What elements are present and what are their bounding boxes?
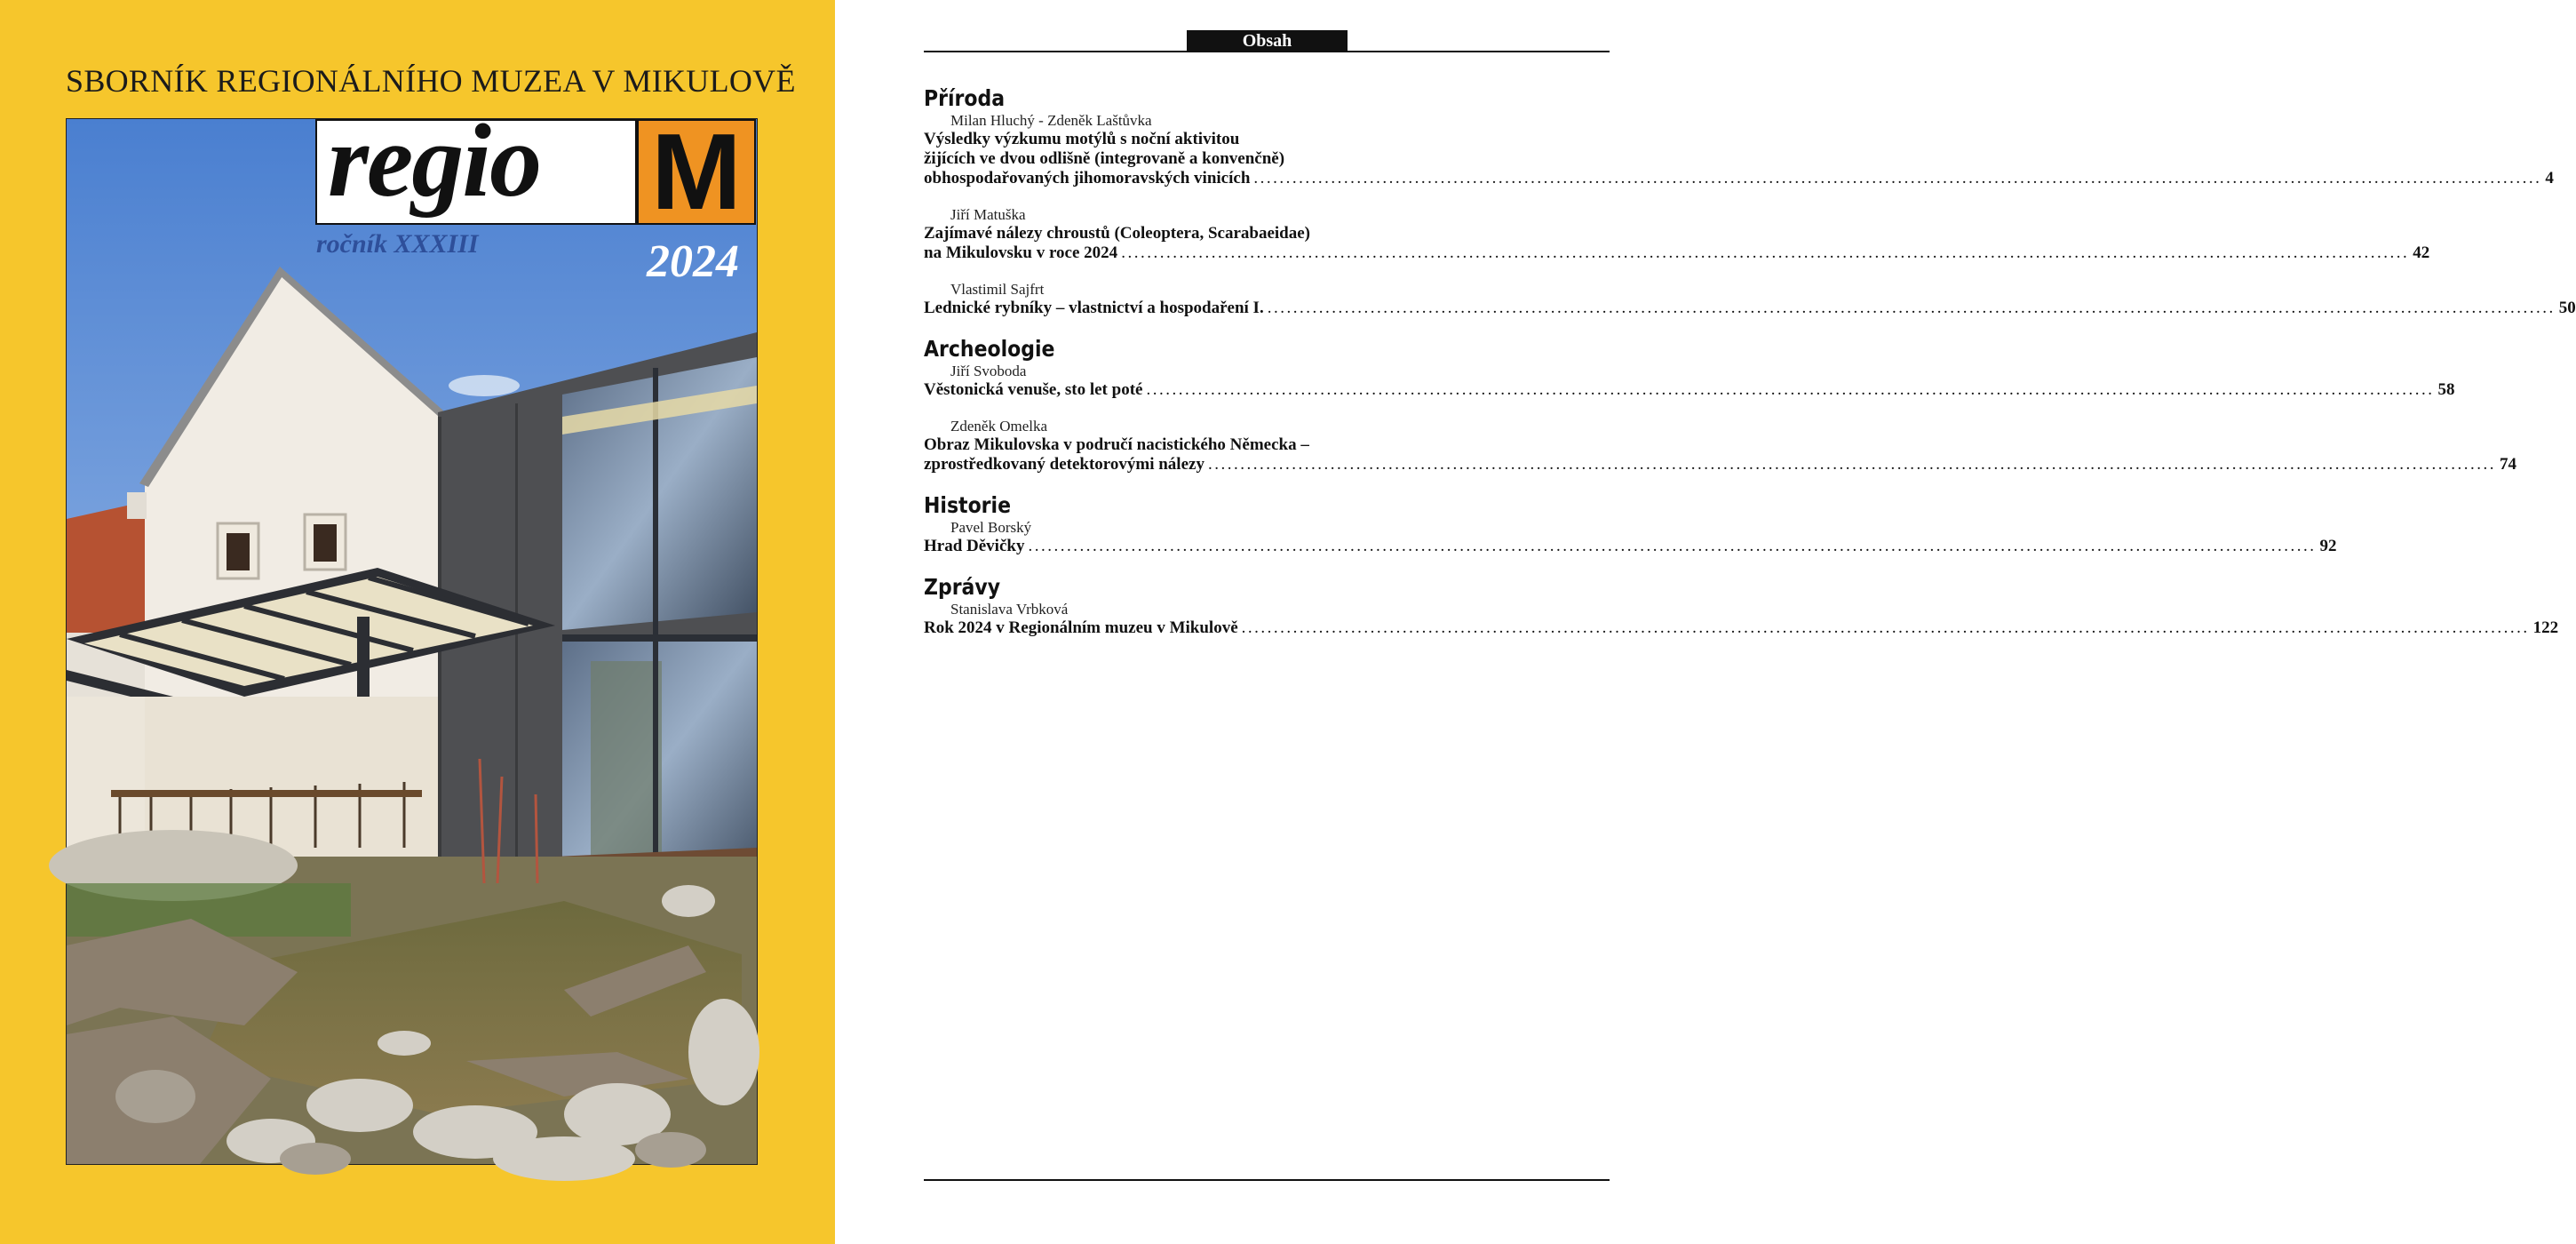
dot-leader: ........................................................................................................................................................................................................ <box>1241 618 2530 637</box>
section-title: Archeologie <box>924 336 1055 362</box>
section-title: Historie <box>924 492 1011 518</box>
entry-title-line: žijících ve dvou odlišně (integrovaně a konvenčně) <box>924 149 1285 168</box>
magazine-cover <box>0 0 835 1244</box>
toc-entry[interactable] <box>924 363 2455 400</box>
top-rule <box>924 51 1610 52</box>
entry-author: Milan Hluchý - Zdeněk Laštůvka <box>950 112 1152 129</box>
entry-title-text: zprostředkovaný detektorovými nálezy <box>924 455 1205 474</box>
contents-page <box>835 0 2576 1244</box>
dot-leader: ........................................................................................................................................................................................................ <box>1146 380 2435 399</box>
entry-title-final-line <box>924 455 2516 474</box>
entry-title-line: Zajímavé nálezy chroustů (Coleoptera, Scarabaeidae) <box>924 224 1311 243</box>
dot-leader: ........................................................................................................................................................................................................ <box>1267 299 2556 317</box>
page-number: 42 <box>2413 243 2430 262</box>
entry-author: Pavel Borský <box>950 519 1032 536</box>
section-title: Příroda <box>924 85 1006 111</box>
contents-list <box>924 85 2576 656</box>
year-label: 2024 <box>647 236 739 287</box>
entry-title-text: Rok 2024 v Regionálním muzeu v Mikulově <box>924 618 1238 637</box>
volume-label: ročník XXXIII <box>316 229 479 259</box>
logo-letter: M <box>651 111 742 232</box>
entry-title-text: obhospodařovaných jihomoravských vinicích <box>924 169 1251 187</box>
series-title: SBORNÍK REGIONÁLNÍHO MUZEA V MIKULOVĚ <box>66 63 796 99</box>
entry-title-text: na Mikulovsku v roce 2024 <box>924 243 1118 262</box>
entry-title-text: Hrad Děvičky <box>924 537 1025 555</box>
page-number: 4 <box>2545 169 2554 187</box>
toc-entry[interactable] <box>924 519 2337 556</box>
entry-author: Jiří Matuška <box>950 206 1026 223</box>
entry-title-final-line <box>924 537 2337 556</box>
dot-leader: ........................................................................................................................................................................................................ <box>1253 169 2542 187</box>
entry-author: Vlastimil Sajfrt <box>950 281 1045 298</box>
entry-title-final-line <box>924 618 2559 638</box>
page-number: 50 <box>2558 299 2576 317</box>
entry-title-final-line <box>924 243 2430 263</box>
entry-title-text: Lednické rybníky – vlastnictví a hospodaření I. <box>924 299 1264 317</box>
entry-title-final-line <box>924 169 2554 188</box>
entry-author: Zdeněk Omelka <box>950 418 1048 435</box>
page-number: 58 <box>2437 380 2455 399</box>
entry-title-line: Výsledky výzkumu motýlů s noční aktivitou <box>924 130 1240 148</box>
entry-title-final-line <box>924 380 2455 400</box>
toc-entry[interactable] <box>924 418 2516 474</box>
page-number: 122 <box>2532 618 2559 637</box>
page-number: 92 <box>2319 537 2337 555</box>
entry-title-final-line <box>924 299 2576 318</box>
toc-entry[interactable] <box>924 281 2576 318</box>
toc-entry[interactable] <box>924 206 2430 263</box>
logo-word: regio <box>328 102 541 219</box>
bottom-rule <box>924 1179 1610 1181</box>
dot-leader: ........................................................................................................................................................................................................ <box>1028 537 2317 555</box>
entry-title-line: Obraz Mikulovska v područí nacistického Německa – <box>924 435 1309 454</box>
page-number: 74 <box>2499 455 2516 474</box>
section-title: Zprávy <box>924 574 1001 600</box>
toc-section <box>924 492 2337 556</box>
toc-section <box>924 85 2576 318</box>
contents-heading: Obsah <box>1187 30 1348 52</box>
entry-author: Jiří Svoboda <box>950 363 1027 379</box>
dot-leader: ........................................................................................................................................................................................................ <box>1121 243 2410 262</box>
toc-section <box>924 574 2559 638</box>
logo-m-box <box>637 111 756 232</box>
toc-entry[interactable] <box>924 112 2554 188</box>
entry-title-text: Věstonická venuše, sto let poté <box>924 380 1143 399</box>
entry-author: Stanislava Vrbková <box>950 601 1069 618</box>
dot-leader: ........................................................................................................................................................................................................ <box>1207 455 2496 474</box>
toc-section <box>924 336 2516 474</box>
logo-regio-box <box>315 102 637 225</box>
toc-entry[interactable] <box>924 601 2559 638</box>
